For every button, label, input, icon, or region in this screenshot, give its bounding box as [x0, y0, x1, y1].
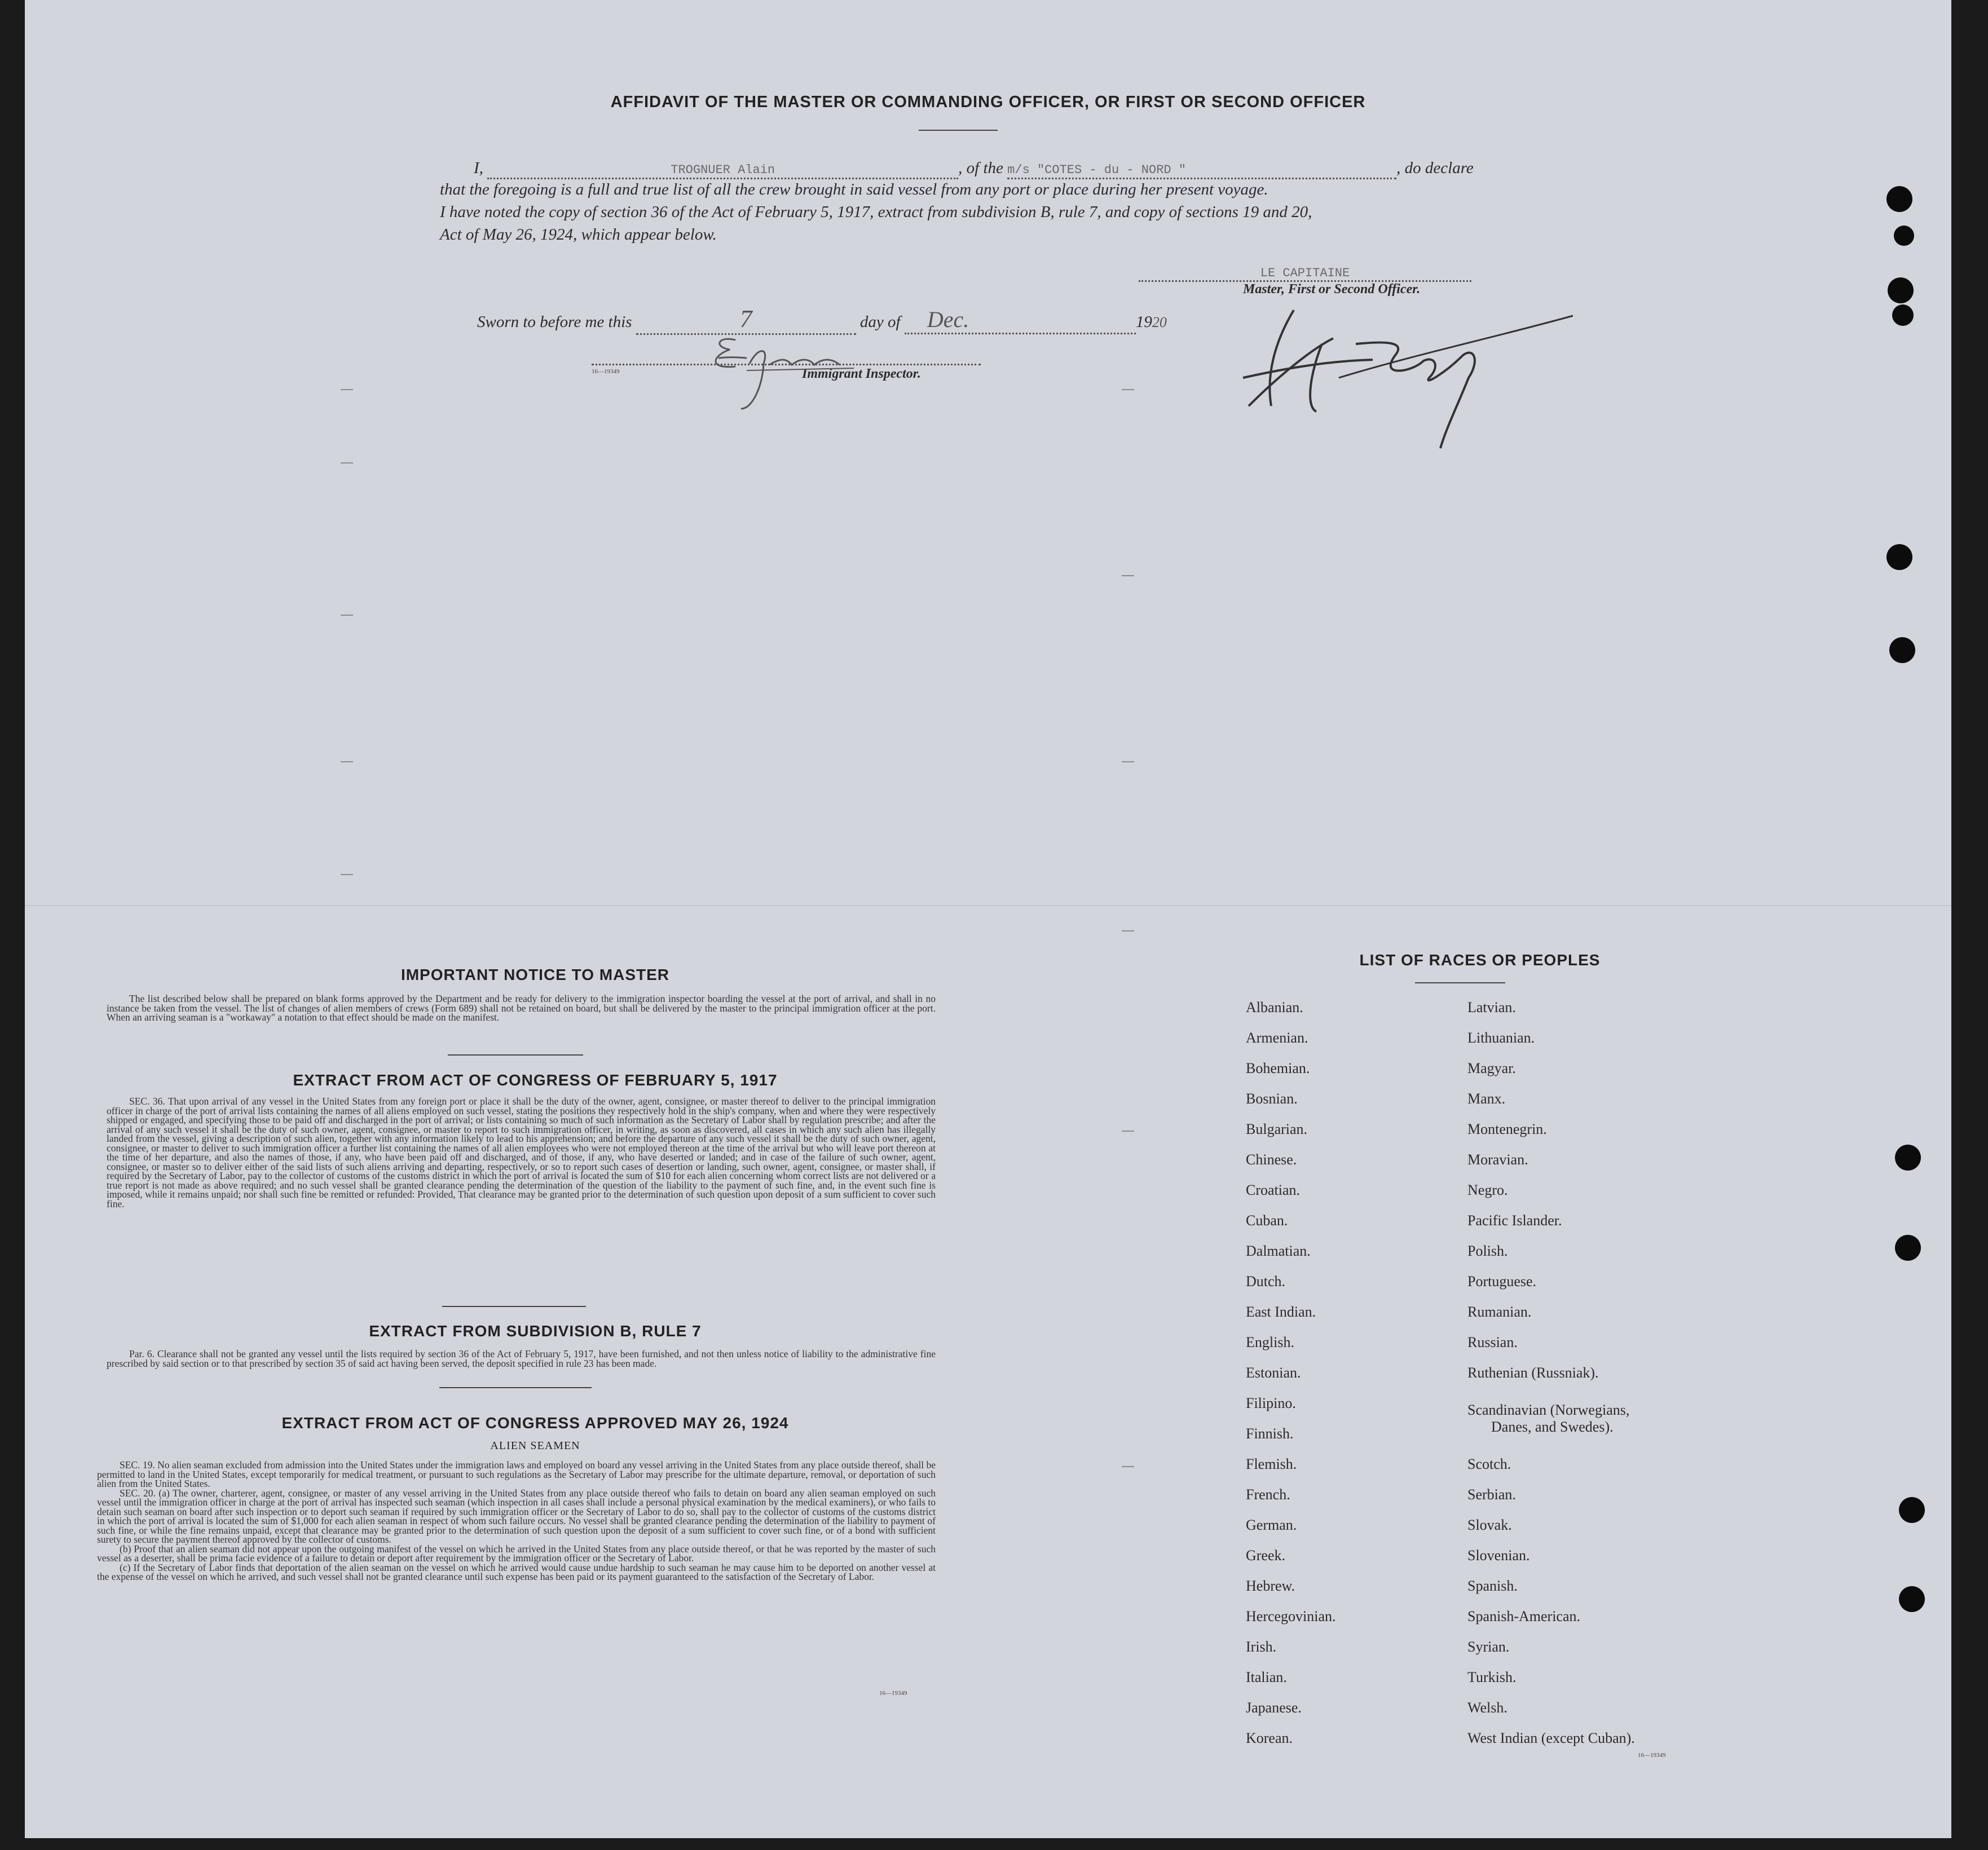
of-the-label: , of the	[958, 159, 1003, 177]
punch-hole	[1886, 544, 1912, 570]
race-item: Korean.	[1246, 1730, 1293, 1746]
race-item: Estonian.	[1246, 1365, 1301, 1381]
race-item: Italian.	[1246, 1669, 1287, 1685]
punch-hole	[1895, 1235, 1921, 1261]
day-of-label: day of	[859, 313, 901, 331]
race-item: Japanese.	[1246, 1699, 1302, 1716]
sec-19-paragraph: SEC. 19. No alien seaman excluded from admission into the United States under the immigration laws and employed on board any vessel arriving in the United States from any place outside thereof, shall be permitted to land in the United States, except temporarily for medical treatment, or pursuant to such regulations as the Secretary of Labor may prescribe for the ultimate departure, removal, or deportation of such alien from the United States.	[97, 1459, 936, 1489]
title-stamp	[1139, 266, 1471, 282]
punch-hole	[1889, 637, 1915, 663]
column-tick	[341, 874, 353, 875]
race-item: Flemish.	[1246, 1456, 1297, 1472]
master-signature	[1226, 293, 1576, 451]
race-item: Hebrew.	[1246, 1578, 1295, 1594]
declaration-line-3: I have noted the copy of section 36 of the Act of February 5, 1917, extract from subdivision B, rule 7, and copy of sections 19 and 20,	[440, 203, 1312, 221]
race-item: Manx.	[1467, 1090, 1506, 1107]
race-item: Latvian.	[1467, 999, 1516, 1015]
race-item: Russian.	[1467, 1334, 1518, 1350]
race-item: Filipino.	[1246, 1395, 1296, 1411]
master-caption: Master, First or Second Officer.	[1243, 282, 1421, 297]
column-tick	[1122, 389, 1134, 390]
race-item: Croatian.	[1246, 1182, 1301, 1198]
column-tick	[1122, 930, 1134, 931]
race-item: Turkish.	[1467, 1669, 1517, 1685]
race-item: Ruthenian (Russniak).	[1467, 1365, 1599, 1381]
race-item: Spanish-American.	[1467, 1608, 1581, 1624]
race-item: Greek.	[1246, 1547, 1286, 1564]
punch-hole	[1894, 226, 1914, 246]
sec-20a-paragraph: SEC. 20. (a) The owner, charterer, agent, consignee, or master of any vessel arriving in the United States from any place outside thereof who fails to detain on board any alien seaman employed on such vessel until the immigration officer in charge at the port of arrival has inspected such seaman (which inspection in all cases shall include a personal physical examination by the medical examiners), or who fails to detain such seaman on board after such inspection or to deport such seaman if required by such immigration officer or the Secretary of Labor to do so, shall pay to the collector of customs of the customs district in which the port of arrival is located the sum of $1,000 for each alien seaman in respect of whom such failure occurs. No vessel shall be granted clearance pending the determination of the liability to payment of such fine, or while the fine remains unpaid, except that clearance may be granted prior to the determination of such question upon the deposit of a sum sufficient to cover such fine, or of a bond with sufficient surety to secure the payment thereof approved by the collector of customs.	[97, 1487, 936, 1545]
races-title: LIST OF RACES OR PEOPLES	[1359, 951, 1601, 969]
race-item: Syrian.	[1467, 1639, 1510, 1655]
column-tick	[1122, 761, 1134, 762]
inspector-form-number: 16—19349	[592, 368, 620, 375]
vessel-name-field	[1007, 159, 1396, 179]
punch-hole	[1892, 304, 1914, 326]
column-tick	[1122, 575, 1134, 576]
race-item: Bohemian.	[1246, 1060, 1310, 1076]
vessel-name: m/s "COTES - du - NORD "	[1007, 163, 1187, 177]
master-name-field	[487, 159, 958, 179]
race-item: Montenegrin.	[1467, 1121, 1547, 1137]
race-item: Lithuanian.	[1467, 1030, 1535, 1046]
race-item: Serbian.	[1467, 1486, 1516, 1503]
extract-1924-text	[97, 1460, 936, 1582]
column-tick	[1122, 1131, 1134, 1132]
race-item: German.	[1246, 1517, 1297, 1533]
race-item: West Indian (except Cuban).	[1467, 1730, 1635, 1746]
affidavit-title: AFFIDAVIT OF THE MASTER OR COMMANDING OFFICER, OR FIRST OR SECOND OFFICER	[610, 93, 1366, 111]
race-item: Albanian.	[1246, 999, 1303, 1015]
extract-1917-divider	[442, 1306, 586, 1307]
race-item: Finnish.	[1246, 1425, 1294, 1442]
race-item: Dalmatian.	[1246, 1243, 1311, 1259]
race-item: Scandinavian (Norwegians,	[1467, 1402, 1630, 1418]
race-item: English.	[1246, 1334, 1294, 1350]
sec-20b-paragraph: (b) Proof that an alien seaman did not appear upon the outgoing manifest of the vessel on which he arrived in the United States from any place outside thereof, or that he was reported by the master of such vessel as a deserter, shall be prima facie evidence of a failure to detain or deport after requirement by the immigration officer or the Secretary of Labor.	[97, 1543, 936, 1564]
race-item: Welsh.	[1467, 1699, 1507, 1716]
column-tick	[341, 615, 353, 616]
race-item: Bosnian.	[1246, 1090, 1298, 1107]
sworn-label: Sworn to before me this	[477, 313, 632, 331]
subdivision-b-text	[107, 1349, 936, 1368]
i-label: I,	[474, 159, 483, 177]
sworn-day: 7	[739, 305, 752, 333]
extract-1917-title: EXTRACT FROM ACT OF CONGRESS OF FEBRUARY 5, 1917	[293, 1071, 778, 1089]
column-tick	[341, 389, 353, 390]
race-item: Pacific Islander.	[1467, 1212, 1562, 1229]
document-page	[25, 0, 1951, 1838]
declaration-line-4: Act of May 26, 1924, which appear below.	[440, 226, 717, 244]
race-item: East Indian.	[1246, 1304, 1316, 1320]
race-item: Moravian.	[1467, 1151, 1528, 1168]
punch-hole	[1899, 1497, 1925, 1523]
race-item: Irish.	[1246, 1639, 1277, 1655]
inspector-signature	[696, 324, 865, 414]
race-item: Slovenian.	[1467, 1547, 1530, 1564]
subdivision-b-divider	[439, 1387, 592, 1388]
race-item: Portuguese.	[1467, 1273, 1537, 1290]
race-item: Hercegovinian.	[1246, 1608, 1336, 1624]
race-item: Dutch.	[1246, 1273, 1286, 1290]
alien-seamen-subtitle: ALIEN SEAMEN	[490, 1440, 580, 1452]
race-item: Scotch.	[1467, 1456, 1511, 1472]
master-name: TROGNUER Alain	[671, 163, 775, 177]
race-item: Armenian.	[1246, 1030, 1308, 1046]
races-form-number: 16—19349	[1638, 1752, 1666, 1759]
race-item: Spanish.	[1467, 1578, 1518, 1594]
year-suffix: 20	[1152, 314, 1167, 330]
race-item: Danes, and Swedes).	[1491, 1419, 1614, 1435]
par-6-paragraph: Par. 6. Clearance shall not be granted any vessel until the lists required by section 36 of the Act of February 5, 1917, have been furnished, and not then unless notice of liability to the administrative fine prescribed by said section or to that prescribed by section 35 of said act having been served, the deposit specified in rule 23 has been made.	[107, 1348, 936, 1369]
punch-hole	[1888, 277, 1914, 303]
race-item: Negro.	[1467, 1182, 1508, 1198]
race-item: Polish.	[1467, 1243, 1508, 1259]
extract-form-number: 16—19349	[879, 1690, 907, 1697]
sworn-month-field	[905, 306, 1136, 334]
column-tick	[1122, 1466, 1134, 1467]
column-tick	[341, 462, 353, 463]
race-item: Cuban.	[1246, 1212, 1288, 1229]
notice-title: IMPORTANT NOTICE TO MASTER	[400, 966, 670, 983]
sec-36-paragraph: SEC. 36. That upon arrival of any vessel in the United States from any foreign port or place it shall be the duty of the owner, agent, consignee, or master thereof to deliver to the principal immigration officer in charge of the port of arrival lists containing the names of all aliens employed on such vessel, stating the positions they respectively hold in the ship's company, when and where they were respectively shipped or engaged, and specifying those to be paid off and discharged in the port of arrival; or lists containing so much of such information as the Secretary of Labor shall by regulation prescribe; and after the arrival of any such vessel it shall be the duty of such owner, agent, consignee, or master to report to such immigration officer, in writing, as soon as discovered, all cases in which any such alien has illegally landed from the vessel, giving a description of such alien, together with any information likely to lead to his apprehension; and before the departure of any such vessel it shall be the duty of such owner, agent, consignee, or master to deliver to such immigration officer a further list containing the names of all alien employees who were not employed thereon at the time of the arrival but who will leave port thereon at the time of her departure, and also the names of those, if any, who have been paid off and discharged, and of those, if any, who have deserted or landed; and in case of the failure of such owner, agent, consignee, or master so to deliver either of the said lists of such aliens arriving and departing, respectively, or so to report such cases of desertion or landing, such owner, agent, consignee, or master shall, if required by the Secretary of Labor, pay to the collector of customs of the customs district in which the port of arrival is located the sum of $10 for each alien concerning whom correct lists are not delivered or a true report is not made as above required; and no such vessel shall be granted clearance pending the determination of the question of the liability to the payment of such fine, and, in the event such fine is imposed, while it remains unpaid; nor shall such fine be remitted or refunded: Provided, That clearance may be granted prior to the determination of such question upon deposit of a sum sufficient to cover such fine.	[107, 1096, 936, 1209]
race-item: French.	[1246, 1486, 1290, 1503]
inspector-caption: Immigrant Inspector.	[802, 367, 921, 381]
notice-divider	[448, 1054, 583, 1056]
column-tick	[341, 761, 353, 762]
race-item: Magyar.	[1467, 1060, 1516, 1076]
declaration-line-1	[474, 159, 1474, 179]
declaration-line-2: that the foregoing is a full and true list of all the crew brought in said vessel from any port or place during her present voyage.	[440, 180, 1268, 198]
race-item: Chinese.	[1246, 1151, 1297, 1168]
extract-1924-title: EXTRACT FROM ACT OF CONGRESS APPROVED MAY 26, 1924	[281, 1414, 789, 1432]
race-item: Slovak.	[1467, 1517, 1512, 1533]
punch-hole	[1886, 186, 1912, 212]
sec-20c-paragraph: (c) If the Secretary of Labor finds that deportation of the alien seaman on the vessel on which he arrived would cause undue hardship to such seaman he may cause him to be deported on another vessel at the expense of the vessel on which he arrived, and such vessel shall not be granted clearance until such expense has been paid or its payment guaranteed to the satisfaction of the Secretary of Labor.	[97, 1561, 936, 1582]
notice-paragraph: The list described below shall be prepared on blank forms approved by the Department and be ready for delivery to the immigration inspector boarding the vessel at the port of arrival, and shall in no instance be taken from the vessel. The list of changes of alien members of crews (Form 689) shall not be retained on board, but shall be delivered by the master to the principal immigration officer at the port. When an arriving seaman is a "workaway" a notation to that effect should be made on the manifest.	[107, 993, 936, 1023]
title-stamp-text: LE CAPITAINE	[1260, 266, 1350, 280]
punch-hole	[1895, 1145, 1921, 1171]
do-declare-label: , do declare	[1396, 159, 1474, 177]
races-divider	[1415, 982, 1505, 983]
extract-1917-text	[107, 1097, 936, 1208]
year-prefix: 19	[1135, 313, 1152, 331]
race-item: Bulgarian.	[1246, 1121, 1308, 1137]
subdivision-b-title: EXTRACT FROM SUBDIVISION B, RULE 7	[369, 1322, 702, 1340]
notice-text	[107, 994, 936, 1022]
race-item: Rumanian.	[1467, 1304, 1532, 1320]
sworn-month: Dec.	[927, 307, 969, 332]
title-divider	[919, 130, 998, 131]
punch-hole	[1899, 1586, 1925, 1612]
